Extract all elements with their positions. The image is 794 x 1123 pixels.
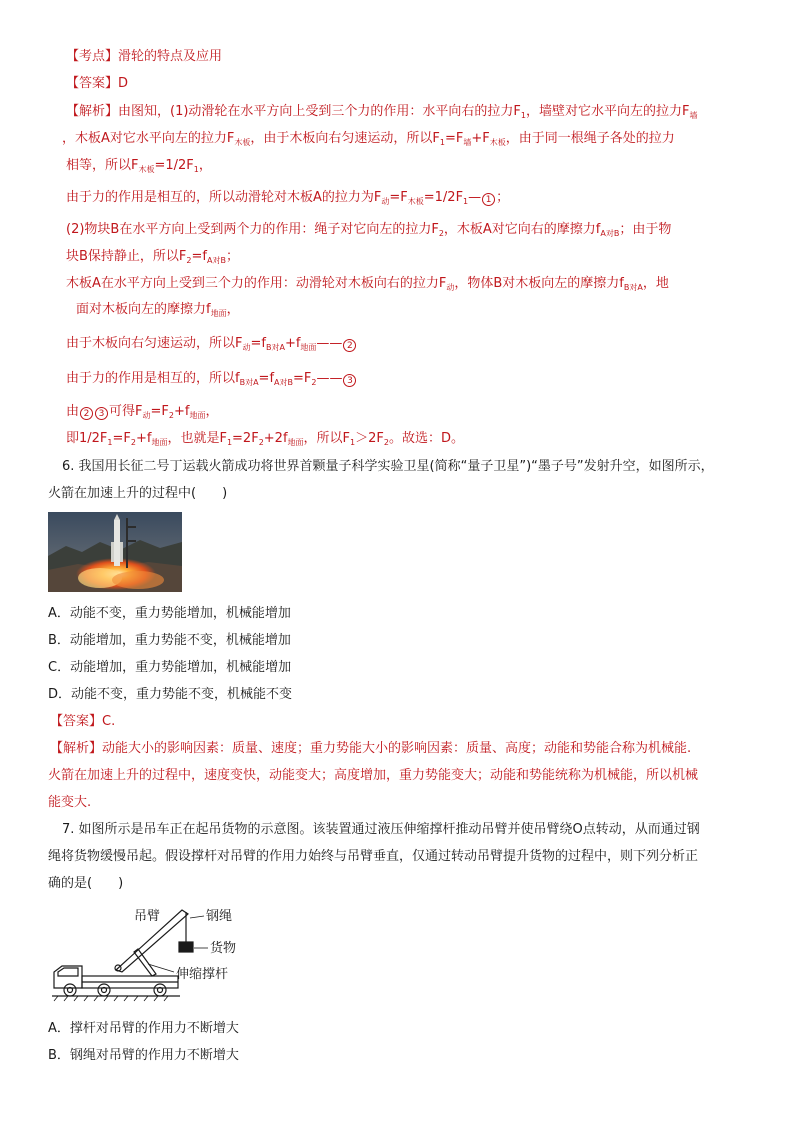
analysis-line-6: 块B保持静止，所以$F_2=f_{A对B}$； — [66, 249, 239, 265]
analysis-line-2: ，木板A对它水平向左的拉力$F_{木板}$，由于木板向右匀速运动，所以$F_1=F_墙+F_{木板}$，由于同一根绳子各处的拉力 — [62, 131, 675, 147]
q7-stem-2: 绳将货物缓慢吊起。假设撑杆对吊臂的作用力始终与吊臂垂直，仅通过转动吊臂提升货物的过程中，则下列分析正 — [48, 849, 699, 864]
answer-line: 【答案】D — [66, 76, 129, 91]
circled-number: 3 — [95, 407, 108, 420]
circled-number: 2 — [343, 339, 356, 352]
q7-option-b: B．钢绳对吊臂的作用力不断增大 — [48, 1048, 239, 1063]
label-cargo: 货物 — [210, 941, 237, 956]
analysis-line-1: 【解析】由图知，(1)动滑轮在水平方向上受到三个力的作用：水平向右的拉力$F_1$，墙壁对它水平向左的拉力$F_墙$ — [66, 104, 698, 120]
q7-stem-3: 确的是( ) — [48, 876, 124, 891]
q6-option-c: C．动能增加，重力势能增加，机械能增加 — [48, 660, 292, 675]
analysis-line-4: 由于力的作用是相互的，所以动滑轮对木板A的拉力为$F_动=F_{木板}=1/2F_1—$ 1 ； — [66, 190, 510, 206]
circled-number: 1 — [482, 193, 495, 206]
q6-option-b: B．动能增加，重力势能不变，机械能增加 — [48, 633, 291, 648]
q6-option-a: A．动能不变，重力势能增加，机械能增加 — [48, 606, 291, 621]
q6-option-d: D．动能不变，重力势能不变，机械能不变 — [48, 687, 293, 702]
q6-analysis-2: 火箭在加速上升的过程中，速度变快，动能变大；高度增加，重力势能变大；动能和势能统称为机械能，所以机械 — [48, 768, 699, 783]
kaodian-line: 【考点】滑轮的特点及应用 — [66, 49, 223, 64]
q7-stem-1: 7. 如图所示是吊车正在起吊货物的示意图。该装置通过液压伸缩撑杆推动吊臂并使吊臂绕O点转动，从而通过钢 — [62, 822, 700, 837]
crane-diagram — [48, 904, 238, 1004]
rocket-launch-image — [48, 512, 182, 592]
analysis-line-5: (2)物块B在水平方向上受到两个力的作用：绳子对它向左的拉力$F_2$，木板A对它向右的摩擦力$f_{A对B}$；由于物 — [66, 222, 672, 238]
label-cable: 钢绳 — [206, 909, 233, 924]
analysis-line-3: 相等，所以$F_{木板}=1/2F_1$， — [66, 158, 212, 174]
analysis-line-12: 即$1/2F_1=F_2+f_{地面}$，也就是$F_1=2F_2+2f_{地面}$，所以$F_1>2F_2$。故选：D。 — [66, 431, 464, 447]
q6-stem-1: 6. 我国用长征二号丁运载火箭成功将世界首颗量子科学实验卫星(简称“量子卫星”)“墨子号”发射升空，如图所示， — [62, 459, 714, 474]
q6-analysis-3: 能变大. — [48, 795, 92, 810]
circled-number: 3 — [343, 374, 356, 387]
label-strut: 伸缩撑杆 — [176, 967, 229, 982]
q7-option-a: A．撑杆对吊臂的作用力不断增大 — [48, 1021, 239, 1036]
analysis-line-8: 面对木板向左的摩擦力$f_{地面}$， — [76, 302, 240, 318]
analysis-line-10: 由于力的作用是相互的，所以$f_{B对A}=f_{A对B}=F_2——$ 3 — [66, 370, 357, 388]
q6-stem-2: 火箭在加速上升的过程中( ) — [48, 486, 228, 501]
analysis-line-11: 由 2 3 可得$F_动=F_2+f_{地面}$， — [66, 404, 219, 420]
label-boom: 吊臂 — [134, 909, 161, 924]
analysis-line-9: 由于木板向右匀速运动，所以$F_动=f_{B对A}+f_{地面}——$ 2 — [66, 335, 357, 353]
rocket-launch-photo — [48, 512, 182, 592]
q6-analysis-1: 【解析】动能大小的影响因素：质量、速度；重力势能大小的影响因素：质量、高度；动能和势能合称为机械能. — [50, 741, 692, 756]
circled-number: 2 — [80, 407, 93, 420]
q6-answer: 【答案】C. — [50, 714, 116, 729]
analysis-line-7: 木板A在水平方向上受到三个力的作用：动滑轮对木板向右的拉力$F_动$，物体B对木板向左的摩擦力$f_{B对A}$，地 — [66, 276, 669, 292]
